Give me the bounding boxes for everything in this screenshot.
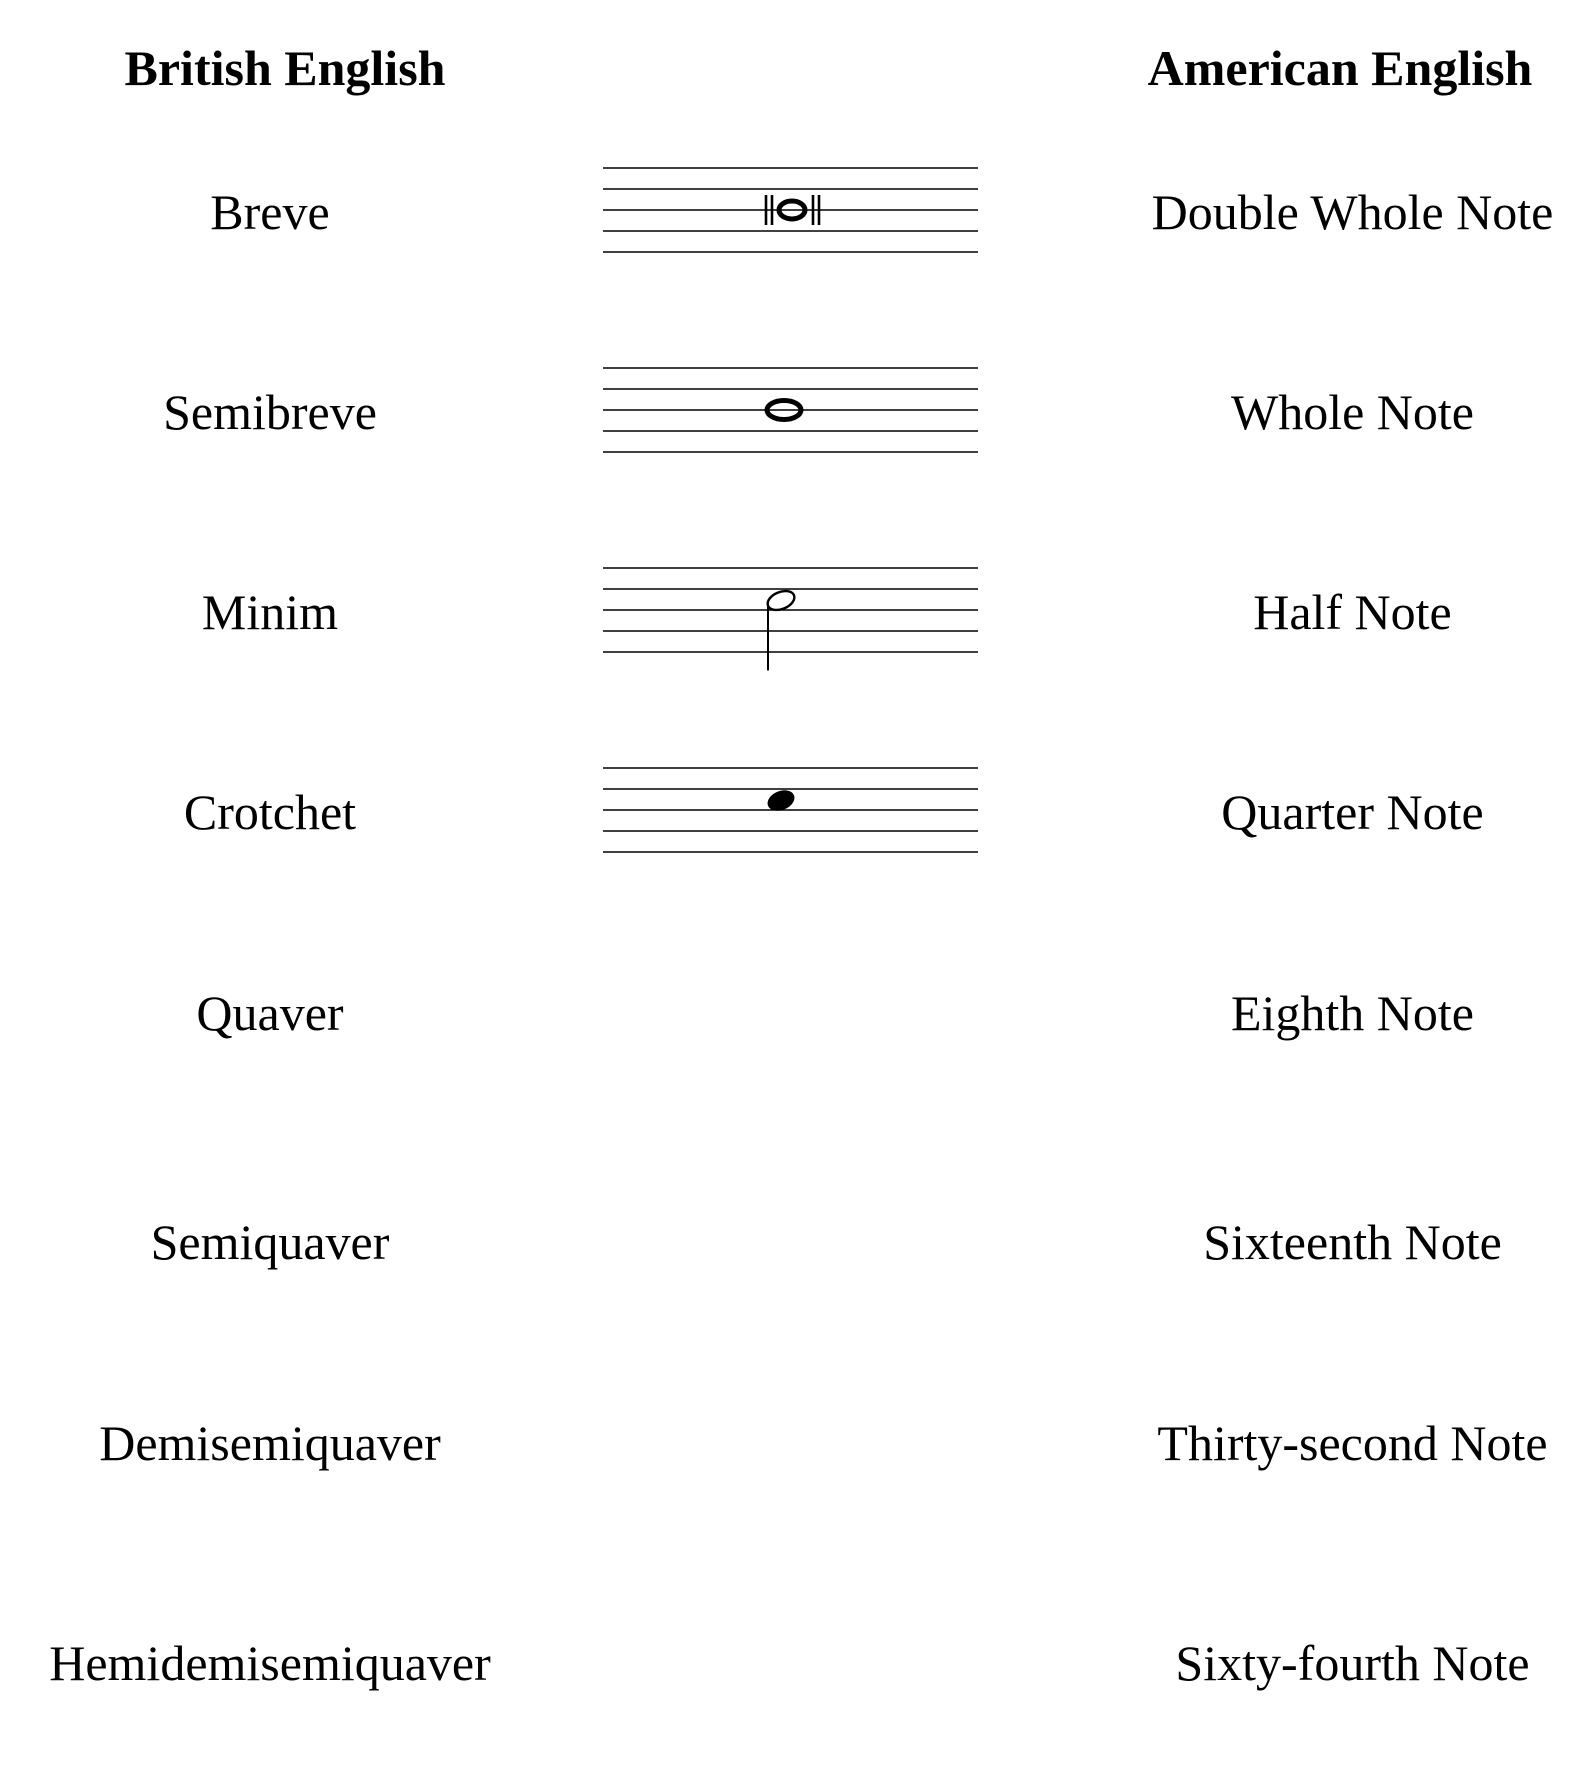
staff-crotchet — [603, 768, 978, 852]
staff-minim — [603, 568, 978, 652]
staff-semibreve — [603, 368, 978, 452]
british-name-demisemiquaver: Demisemiquaver — [99, 1415, 441, 1471]
british-name-semibreve: Semibreve — [163, 384, 377, 440]
american-name-quarter: Quarter Note — [1221, 784, 1484, 840]
british-name-hemidemisemiquaver: Hemidemisemiquaver — [49, 1635, 491, 1691]
american-english-header: American English — [1147, 40, 1533, 96]
american-name-eighth: Eighth Note — [1230, 985, 1475, 1041]
american-name-whole: Whole Note — [1231, 384, 1474, 440]
american-name-thirty-second: Thirty-second Note — [1157, 1415, 1548, 1471]
staff-breve — [603, 168, 978, 252]
american-name-double-whole: Double Whole Note — [1151, 184, 1554, 240]
british-name-crotchet: Crotchet — [183, 784, 357, 840]
american-name-sixty-fourth: Sixty-fourth Note — [1175, 1635, 1530, 1691]
british-name-semiquaver: Semiquaver — [150, 1214, 390, 1270]
british-name-minim: Minim — [201, 584, 339, 640]
british-name-quaver: Quaver — [196, 985, 344, 1041]
american-name-half: Half Note — [1253, 584, 1452, 640]
american-name-sixteenth: Sixteenth Note — [1203, 1214, 1502, 1270]
british-english-header: British English — [124, 40, 446, 96]
british-name-breve: Breve — [210, 184, 330, 240]
